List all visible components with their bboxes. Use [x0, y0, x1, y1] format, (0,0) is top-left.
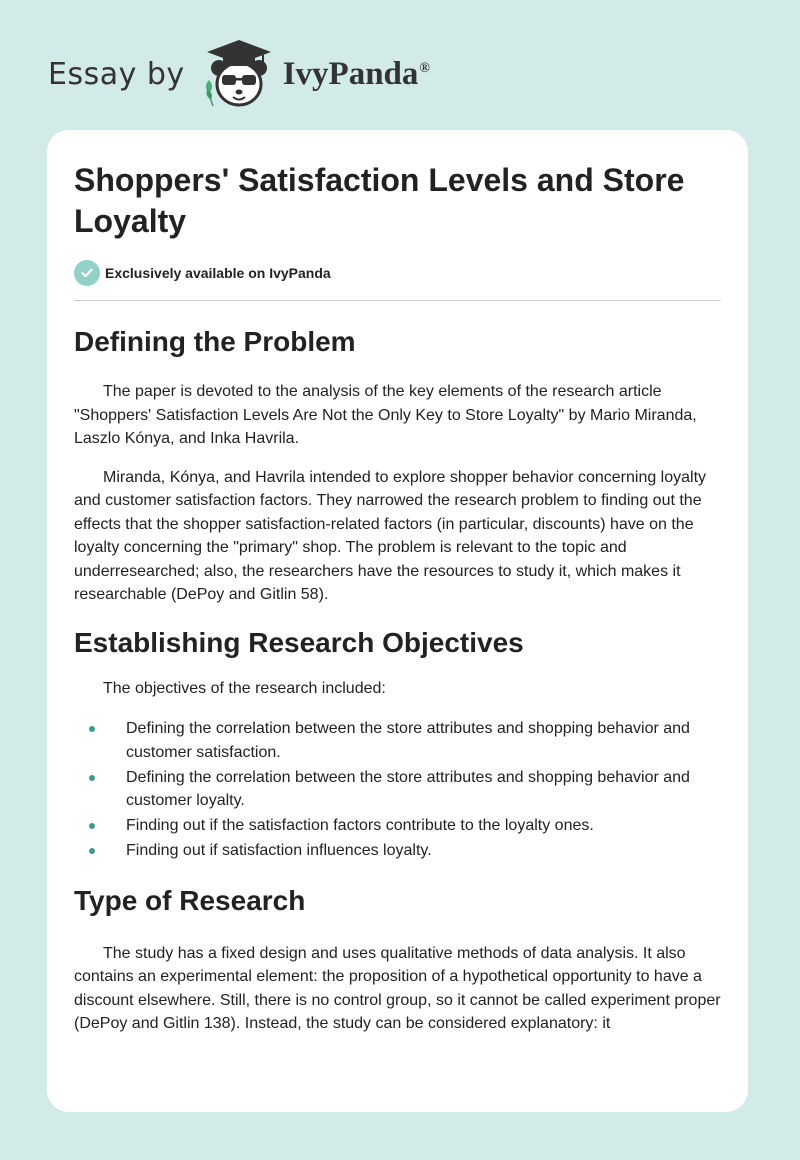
paragraph: The objectives of the research included:	[103, 679, 386, 697]
bullet-icon	[89, 823, 95, 829]
section-heading: Defining the Problem	[74, 326, 356, 357]
section-research-objectives	[74, 625, 721, 863]
section-defining-problem	[74, 324, 721, 607]
bullet-icon	[89, 848, 95, 854]
section-heading: Establishing Research Objectives	[74, 626, 524, 658]
paragraph: The paper is devoted to the analysis of the key elements of the research article "Shoppers' Satisfaction Levels Are Not the Only Key to Store Loyalty" by Mario Miranda, Laszlo Kónya, and Inka Havrila.	[74, 383, 697, 447]
list-item: Defining the correlation between the store attributes and shopping behavior and customer satisfaction.	[74, 717, 721, 764]
paragraph: Miranda, Kónya, and Havrila intended to explore shopper behavior concerning loyalty and customer satisfaction factors. They narrowed the research problem to finding out the effects that the shopper satisfaction-related factors (in particular, discounts) have on the loyalty concerning the "primary" shop. The problem is relevant to the topic and underresearched; also, the researchers have the resources to study it, which makes it researchable (DePoy and Gitlin 58).	[74, 468, 707, 603]
list-item: Finding out if the satisfaction factors contribute to the loyalty ones.	[74, 814, 721, 838]
section-type-of-research	[74, 883, 721, 1036]
bullet-icon	[89, 726, 95, 732]
brand-prefix: Essay by	[48, 56, 185, 92]
list-item: Defining the correlation between the store attributes and shopping behavior and customer loyalty.	[74, 766, 721, 813]
title-divider	[74, 300, 721, 301]
exclusive-badge	[74, 260, 721, 286]
check-circle-icon	[74, 260, 100, 286]
list-item: Finding out if satisfaction influences loyalty.	[74, 839, 721, 863]
article-card	[47, 130, 748, 1112]
panda-logo-icon	[199, 34, 279, 114]
paragraph: The study has a fixed design and uses qualitative methods of data analysis. It also contains an experimental element: the proposition of a hypothetical opportunity to have a discount elsewhere. Still, there is no control group, so it cannot be called experiment proper (DePoy and Gitlin 138). Instead, the study can be considered explanatory: it	[74, 944, 721, 1032]
bullet-icon	[89, 775, 95, 781]
brand-header	[48, 34, 430, 114]
exclusive-badge-text: Exclusively available on IvyPanda	[105, 265, 331, 281]
objectives-list	[74, 717, 721, 863]
article-title: Shoppers' Satisfaction Levels and Store Loyalty	[74, 162, 685, 239]
brand-name: IvyPanda®	[282, 55, 430, 92]
section-heading: Type of Research	[74, 884, 306, 916]
registered-mark: ®	[419, 60, 430, 76]
